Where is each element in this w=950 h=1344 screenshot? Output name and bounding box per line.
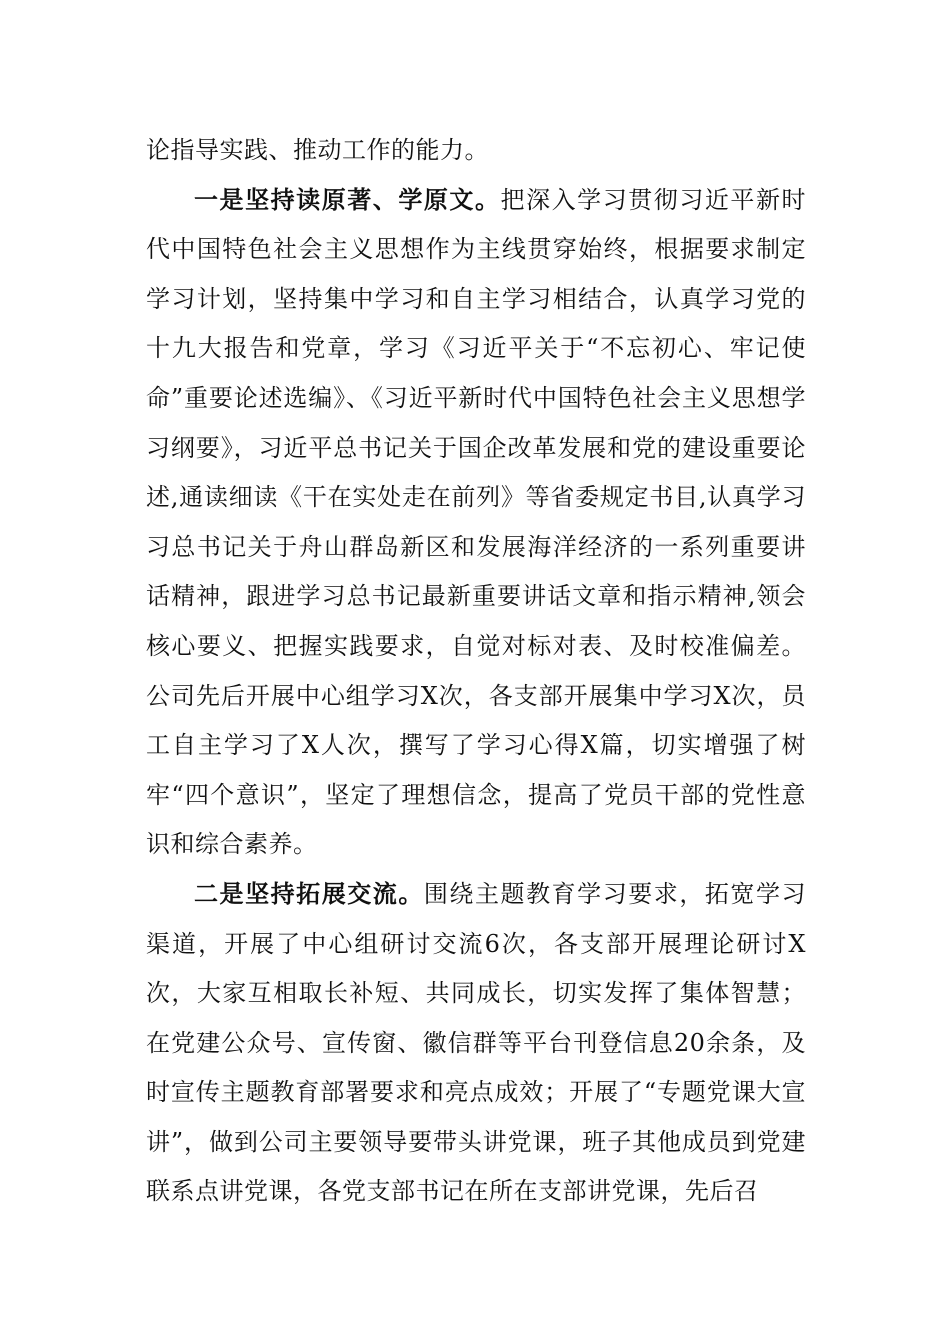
paragraph-lead: 二是坚持拓展交流。 xyxy=(194,879,424,908)
paragraph-text: 论指导实践、推动工作的能力。 xyxy=(146,136,489,164)
paragraph-reading-originals xyxy=(146,176,806,870)
paragraph-continuation xyxy=(146,126,806,176)
paragraph-expanding-exchange xyxy=(146,870,806,1217)
paragraph-text: 把深入学习贯彻习近平新时代中国特色社会主义思想作为主线贯穿始终，根据要求制定学习计划，坚持集中学习和自主学习相结合，认真学习党的十九大报告和党章，学习《习近平关于“不忘初心、牢记使命”重要论述选编》、《习近平新时代中国特色社会主义思想学习纲要》，习近平总书记关于国企改革发展和党的建设重要论述,通读细读《干在实处走在前列》等省委规定书目,认真学习习总书记关于舟山群岛新区和发展海洋经济的一系列重要讲话精神，跟进学习总书记最新重要讲话文章和指示精神,领会核心要义、把握实践要求，自觉对标对表、及时校准偏差。公司先后开展中心组学习X次，各支部开展集中学习X次，员工自主学习了X人次，撰写了学习心得X篇，切实增强了树牢“四个意识”，坚定了理想信念，提高了党员干部的党性意识和综合素养。 xyxy=(146,185,807,859)
paragraph-text: 围绕主题教育学习要求，拓宽学习渠道，开展了中心组研讨交流6次，各支部开展理论研讨X次，大家互相取长补短、共同成长，切实发挥了集体智慧；在党建公众号、宣传窗、徽信群等平台刊登信息20余条，及时宣传主题教育部署要求和亮点成效；开展了“专题党课大宣讲”，做到公司主要领导要带头讲党课，班子其他成员到党建联系点讲党课，各党支部书记在所在支部讲党课，先后召 xyxy=(146,879,806,1206)
paragraph-lead: 一是坚持读原著、学原文。 xyxy=(194,185,501,214)
document-body xyxy=(146,126,806,1217)
